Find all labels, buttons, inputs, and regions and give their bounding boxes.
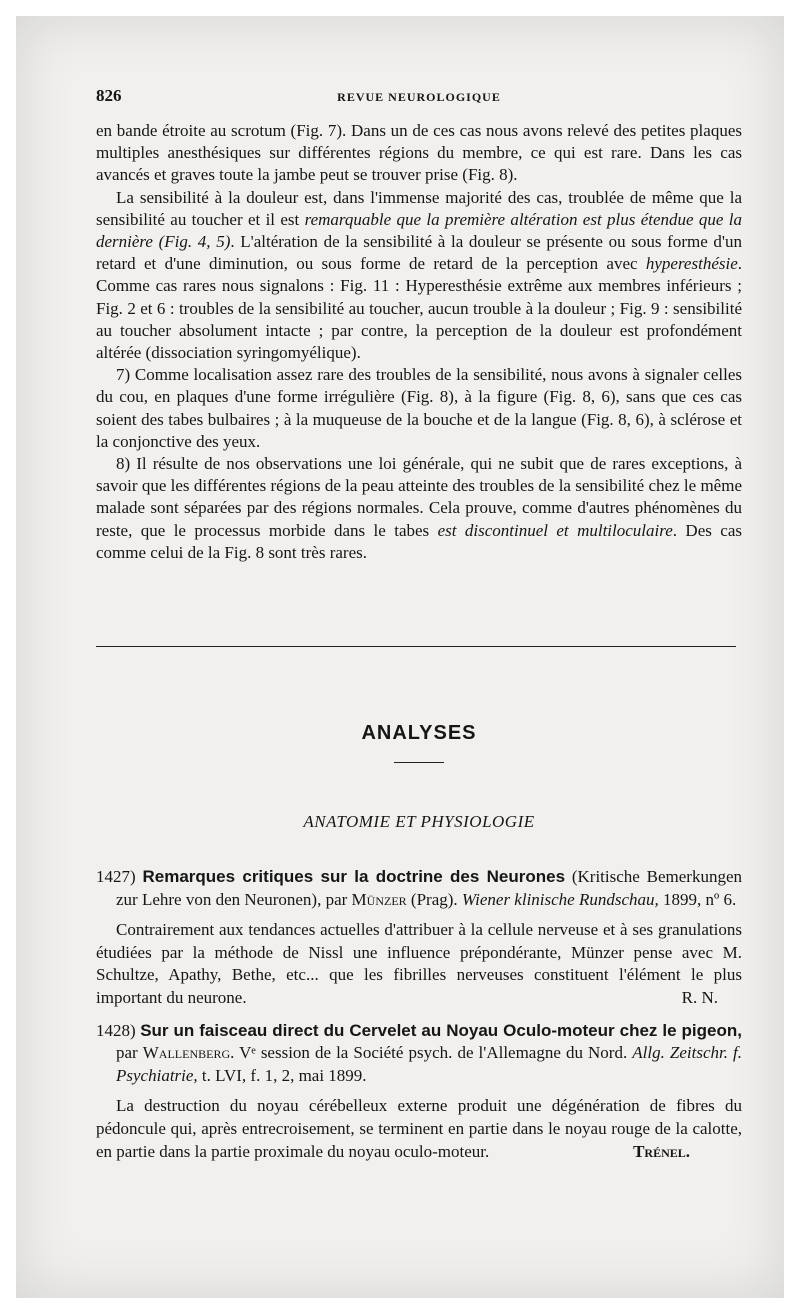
citation-run: . Vᵉ session de la Société psych. de l'Allemagne du Nord. bbox=[230, 1043, 633, 1063]
analysis-entry bbox=[96, 866, 742, 1010]
author-name: Münzer bbox=[351, 889, 407, 909]
subsection-title: ANATOMIE ET PHYSIOLOGIE bbox=[303, 812, 535, 831]
italic-run: hyperesthésie bbox=[645, 254, 738, 274]
citation-run: par bbox=[116, 1043, 143, 1063]
citation-run: (Kritische Bemerkungen zur Lehre von den Neuronen), par bbox=[116, 867, 743, 909]
italic-run: est discontinuel et multiloculaire bbox=[437, 520, 673, 540]
entry-heading bbox=[96, 1020, 742, 1088]
citation-run: (Prag). bbox=[406, 889, 462, 909]
page-sheet bbox=[16, 16, 784, 1298]
text-run: . Comme cas rares nous signalons : Fig. 11 : Hyperesthésie extrême aux membres inférieurs ; Fig. 2 et 6 : troubles de la sensibilité au toucher, aucun trouble à la douleur ; Fig. 9 : sensibilité au toucher absolument intacte ; par contre, la perception de la douleur est profondément altérée (dissociation syringomyélique). bbox=[96, 254, 742, 363]
journal-name: Allg. Zeitschr. f. Psychiatrie, bbox=[116, 1043, 742, 1085]
entry-title: Remarques critiques sur la doctrine des Neurones bbox=[142, 867, 566, 886]
entry-number: 1427) bbox=[96, 867, 136, 886]
analysis-entry bbox=[96, 1020, 742, 1164]
paragraph bbox=[96, 453, 742, 564]
title-underline bbox=[394, 762, 444, 763]
citation-run: 1899, nº 6. bbox=[658, 889, 737, 909]
page-header bbox=[96, 86, 742, 106]
running-head: REVUE NEUROLOGIQUE bbox=[337, 90, 501, 104]
citation-run: t. LVI, f. 1, 2, mai 1899. bbox=[197, 1065, 367, 1085]
entry-heading bbox=[96, 866, 742, 911]
entry-text: Contrairement aux tendances actuelles d'attribuer à la cellule nerveuse et à ses granulations étudiées par la méthode de Nissl une influence prépondérante, Münzer pense avec M. Schultze, Apathy, Bethe, etc... que les fibrilles nerveuses constituent l'élément le plus important du neurone. bbox=[96, 920, 742, 1007]
text-run: en bande étroite au scrotum (Fig. 7). Dans un de ces cas nous avons relevé des petites plaques multiples anesthésiques sur différentes régions du membre, ce qui est rare. Dans les cas avancés et graves toute la jambe peut se trouver prise (Fig. 8). bbox=[96, 121, 742, 185]
text-run: La sensibilité à la douleur est, dans l'immense majorité des cas, troublée de même que la sensibilité au toucher et il est bbox=[96, 187, 742, 229]
text-run: 7) Comme localisation assez rare des troubles de la sensibilité, nous avons à signaler celles du cou, en plaques d'une forme irrégulière (Fig. 8), à la figure (Fig. 8, 6), sans que ces cas soient des tabes bulbaires ; à la muqueuse de la bouche et de la langue (Fig. 8, 6), à sclérose et la conjonctive des yeux. bbox=[96, 365, 742, 451]
entry-signature: Trénel. bbox=[633, 1141, 690, 1161]
journal-name: Wiener klinische Rundschau, bbox=[461, 889, 659, 909]
entry-title: Sur un faisceau direct du Cervelet au Noyau Oculo-moteur chez le pigeon, bbox=[140, 1020, 742, 1040]
italic-run: remarquable que la première altération est plus étendue que la dernière (Fig. 4, 5) bbox=[96, 209, 743, 252]
text-run: 8) Il résulte de nos observations une loi générale, qui ne subit que de rares exceptions, à savoir que les différentes régions de la peau atteinte des troubles de la sensibilité chez le même malade sont séparées par des régions normales. Cela prouve, comme d'autres phénomènes du reste, que le processus morbide dans le tabes bbox=[96, 454, 742, 540]
text-run: . Des cas comme celui de la Fig. 8 sont très rares. bbox=[96, 520, 742, 562]
page-number: 826 bbox=[96, 86, 122, 105]
body-text bbox=[96, 120, 742, 564]
author-name: Wallenberg bbox=[142, 1043, 231, 1063]
entry-text: La destruction du noyau cérébelleux externe produit une dégénération de fibres du pédoncule qui, après entrecroisement, se terminent en partie dans le noyau rouge de la calotte, en partie dans la partie proximale du noyau oculo-moteur. bbox=[96, 1096, 742, 1161]
entry-signature: R. N. bbox=[681, 987, 718, 1007]
analyses-list bbox=[96, 866, 742, 1173]
paragraph bbox=[96, 120, 742, 187]
entry-body bbox=[96, 1095, 742, 1163]
section-divider bbox=[96, 646, 736, 647]
paragraph bbox=[96, 187, 742, 365]
paragraph bbox=[96, 364, 742, 453]
section-title: ANALYSES bbox=[361, 722, 477, 744]
text-run: . L'altération de la sensibilité à la douleur se présente ou sous forme d'un retard et d'une diminution, ou sous forme de retard de la perception avec bbox=[96, 232, 742, 274]
entry-number: 1428) bbox=[96, 1020, 136, 1040]
entry-body bbox=[96, 919, 742, 1009]
